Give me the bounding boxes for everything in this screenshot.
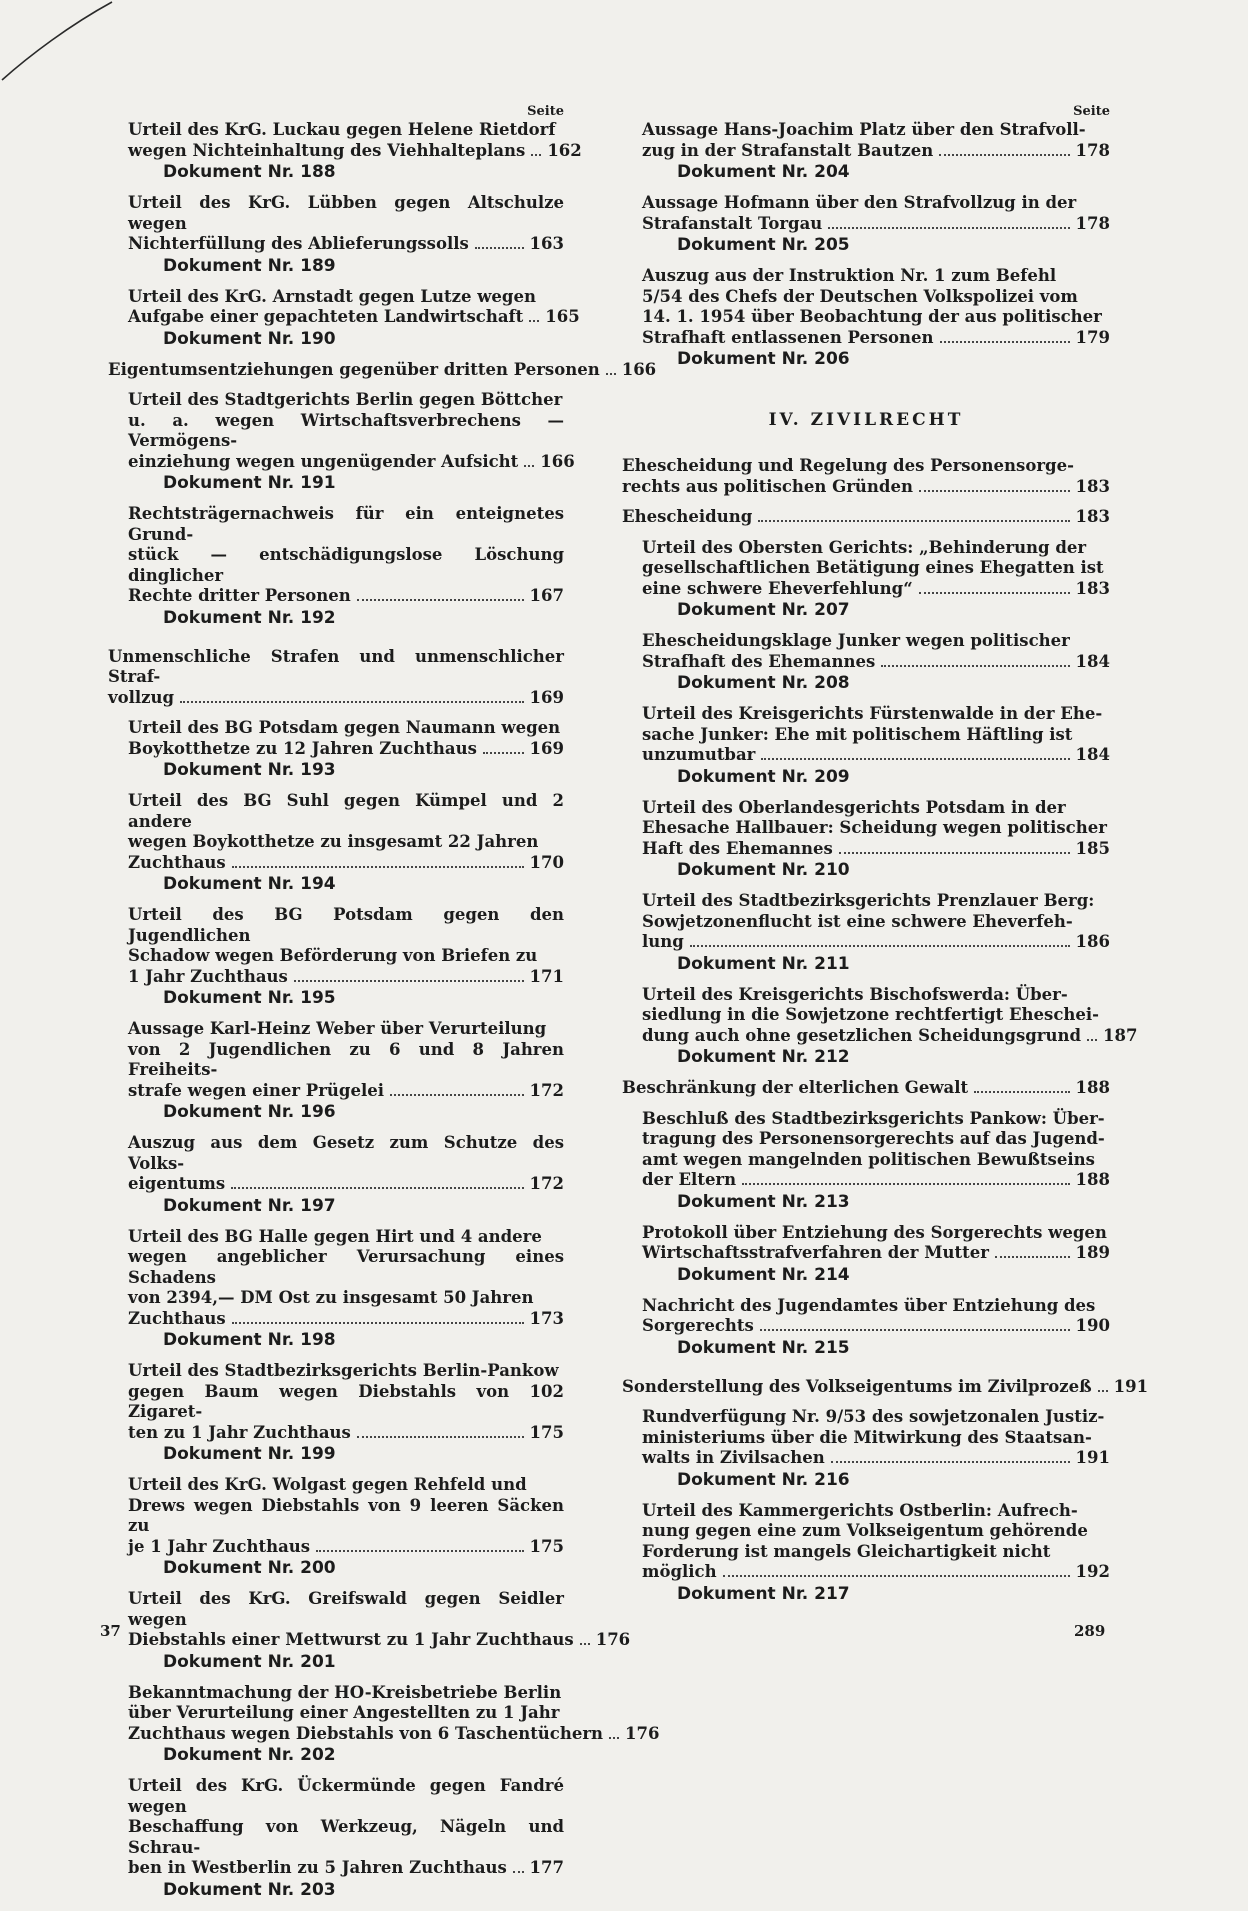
toc-entry-text: Urteil des Kreisgerichts Bischofswerda: Über- [642, 984, 1068, 1004]
document-number: Dokument Nr. 194 [163, 874, 336, 894]
document-number: Dokument Nr. 207 [677, 600, 850, 620]
toc-entry-text: Urteil des KrG. Greifswald gegen Seidler wegen [128, 1589, 564, 1629]
toc-entry-text: einziehung wegen ungenügender Aufsicht [128, 451, 519, 471]
toc-entry-text: dung auch ohne gesetzlichen Scheidungsgrund [642, 1025, 1081, 1045]
toc-entry [128, 504, 564, 607]
page-number: 191 [1113, 1376, 1149, 1396]
toc-entry-text: Urteil des Stadtbezirksgerichts Berlin-Pankow [128, 1361, 559, 1380]
dot-leader [758, 520, 1069, 522]
dot-leader [690, 945, 1070, 947]
toc-entry [642, 984, 1138, 1047]
toc-entry-text: Aussage Hans-Joachim Platz über den Strafvoll- [642, 120, 1086, 139]
toc-entry [128, 1776, 564, 1879]
toc-entry-text: vollzug [108, 687, 175, 707]
toc-section-entry [622, 507, 1110, 528]
left-column [108, 103, 660, 1911]
page-number: 169 [529, 738, 564, 758]
toc-entry-text: gesellschaftlichen Betätigung eines Ehegatten ist [642, 558, 1104, 577]
toc-entry [128, 120, 582, 161]
toc-entry-text: Nachricht des Jugendamtes über Entziehung des [642, 1295, 1096, 1315]
folio-number-right: 289 [1074, 1622, 1106, 1640]
toc-entry-text: Diebstahls einer Mettwurst zu 1 Jahr Zuchthaus [128, 1630, 574, 1649]
document-number: Dokument Nr. 198 [163, 1330, 336, 1350]
dot-leader [940, 341, 1070, 343]
toc-entry [128, 1361, 564, 1443]
toc-entry [642, 891, 1110, 953]
dot-leader [180, 701, 524, 703]
page-number: 178 [1075, 140, 1110, 160]
toc-entry [128, 1227, 564, 1330]
toc-entry-text: wegen angeblicher Verursachung eines Schadens [128, 1247, 564, 1287]
toc-section-entry [108, 647, 564, 709]
dot-leader [761, 758, 1069, 760]
toc-entry-text: Urteil des BG Potsdam gegen den Jugendlichen [128, 905, 564, 945]
document-number: Dokument Nr. 202 [163, 1745, 336, 1765]
document-number: Dokument Nr. 208 [677, 673, 850, 693]
toc-section-entry [108, 359, 657, 381]
dot-leader [316, 1550, 523, 1552]
dot-leader [723, 1575, 1070, 1577]
document-number: Dokument Nr. 213 [677, 1191, 850, 1212]
toc-entry-text: über Verurteilung einer Angestellten zu 1 Jahr [128, 1703, 560, 1722]
document-number: Dokument Nr. 193 [163, 760, 336, 780]
toc-entry [642, 704, 1110, 766]
toc-entry-text: ben in Westberlin zu 5 Jahren Zuchthaus [128, 1858, 507, 1877]
toc-entry-text: Aussage Karl-Heinz Weber über Verurteilung [128, 1019, 547, 1038]
document-number: Dokument Nr. 192 [163, 607, 336, 628]
dot-leader [831, 1461, 1070, 1463]
toc-entry [642, 538, 1110, 600]
toc-entry-text: Protokoll über Entziehung des Sorgerechts wegen [642, 1222, 1107, 1242]
toc-entry-text: Urteil des Kammergerichts Ostberlin: Aufrech- [642, 1500, 1078, 1520]
toc-entry-text: 1 Jahr Zuchthaus [128, 966, 288, 986]
document-number: Dokument Nr. 211 [677, 953, 850, 974]
toc-entry-text: Urteil des KrG. Lübben gegen Altschulze wegen [128, 193, 564, 233]
toc-entry-text: Unmenschliche Strafen und unmenschlicher Straf- [108, 646, 564, 686]
toc-entry-text: Schadow wegen Beförderung von Briefen zu [128, 946, 538, 965]
dot-leader [231, 1187, 523, 1189]
page-number: 189 [1075, 1243, 1110, 1262]
dot-leader [232, 1322, 524, 1324]
dot-leader [1087, 1039, 1097, 1041]
toc-entry-text: gegen Baum wegen Diebstahls von 102 Zigaret- [128, 1381, 564, 1421]
page-number: 162 [547, 140, 582, 160]
dot-leader [294, 980, 524, 982]
toc-entry [128, 1133, 564, 1195]
toc-entry-text: Auszug aus dem Gesetz zum Schutze des Volks- [128, 1133, 564, 1173]
document-number: Dokument Nr. 201 [163, 1651, 336, 1672]
toc-entry-text: stück — entschädigungslose Löschung dinglicher [128, 545, 564, 585]
toc-entry [128, 718, 564, 759]
document-number: Dokument Nr. 205 [677, 235, 850, 255]
toc-entry-text: Urteil des Stadtgerichts Berlin gegen Böttcher [128, 390, 563, 409]
page-number: 190 [1075, 1316, 1110, 1335]
toc-entry-text: Ehescheidung [622, 507, 753, 526]
toc-entry-text: Rundverfügung Nr. 9/53 des sowjetzonalen Justiz- [642, 1407, 1105, 1426]
toc-entry-text: Sonderstellung des Volkseigentums im Zivilprozeß [622, 1376, 1092, 1396]
toc-entry-text: Nichterfüllung des Ablieferungssolls [128, 234, 469, 253]
document-number: Dokument Nr. 204 [677, 162, 850, 182]
dot-leader [760, 1329, 1070, 1331]
page-number: 188 [1075, 1078, 1110, 1097]
dot-leader [524, 465, 534, 467]
toc-entry-text: Urteil des KrG. Ückermünde gegen Fandré wegen [128, 1776, 564, 1816]
toc-entry-text: Rechtsträgernachweis für ein enteignetes Grund- [128, 504, 564, 544]
toc-entry-text: Beschränkung der elterlichen Gewalt [622, 1078, 969, 1097]
page-number: 163 [529, 234, 564, 253]
toc-section-entry [622, 1078, 1110, 1099]
toc-entry-text: Eigentumsentziehungen gegenüber dritten Personen [108, 359, 600, 379]
toc-entry [642, 193, 1110, 234]
pen-stroke-mark [0, 0, 120, 110]
toc-entry-text: strafe wegen einer Prügelei [128, 1080, 384, 1100]
toc-entry [128, 390, 575, 472]
toc-entry-text: walts in Zivilsachen [642, 1448, 825, 1467]
toc-entry-text: Strafhaft entlassenen Personen [642, 327, 934, 347]
toc-entry-text: Zuchthaus wegen Diebstahls von 6 Taschentüchern [128, 1723, 604, 1743]
left-entries [108, 120, 660, 1901]
toc-entry-text: wegen Boykotthetze zu insgesamt 22 Jahren [128, 832, 539, 851]
toc-entry [642, 798, 1110, 860]
right-entries-bottom [622, 456, 1149, 1605]
toc-entry [128, 1475, 564, 1557]
document-number: Dokument Nr. 212 [677, 1047, 850, 1067]
page-number: 184 [1075, 651, 1110, 671]
toc-entry-text: Urteil des Kreisgerichts Fürstenwalde in der Ehe- [642, 704, 1103, 723]
toc-entry-text: Sowjetzonenflucht ist eine schwere Eheverfeh- [642, 911, 1073, 931]
toc-entry-text: eigentums [128, 1174, 226, 1193]
toc-entry [642, 1296, 1110, 1337]
toc-entry-text: Forderung ist mangels Gleichartigkeit nicht [642, 1541, 1051, 1561]
dot-leader [483, 752, 524, 754]
document-number: Dokument Nr. 203 [163, 1879, 336, 1900]
document-number: Dokument Nr. 191 [163, 473, 336, 493]
toc-entry-text: Urteil des BG Potsdam gegen Naumann wegen [128, 718, 561, 737]
toc-entry-text: Zuchthaus [128, 1308, 226, 1328]
toc-entry-text: sache Junker: Ehe mit politischem Häftling ist [642, 724, 1073, 744]
page-number: 171 [529, 966, 564, 986]
toc-entry [642, 120, 1110, 161]
page-number: 172 [529, 1174, 564, 1193]
toc-entry-text: wegen Nichteinhaltung des Viehhalteplans [128, 140, 526, 160]
section-heading-zivilrecht: IV. ZIVILRECHT [768, 410, 964, 430]
toc-entry-text: Urteil des Stadtbezirksgerichts Prenzlauer Berg: [642, 891, 1095, 910]
toc-entry [642, 266, 1110, 348]
toc-entry-text: Urteil des KrG. Luckau gegen Helene Rietdorf [128, 120, 556, 139]
dot-leader [606, 373, 616, 375]
dot-leader [939, 154, 1069, 156]
toc-entry-text: möglich [642, 1562, 717, 1581]
dot-leader [609, 1737, 619, 1739]
toc-entry-text: Urteil des KrG. Wolgast gegen Rehfeld und [128, 1475, 527, 1494]
document-number: Dokument Nr. 200 [163, 1558, 336, 1578]
toc-entry-text: Auszug aus der Instruktion Nr. 1 zum Befehl [642, 266, 1057, 285]
toc-entry-text: Haft des Ehemannes [642, 838, 833, 858]
toc-section-entry [622, 456, 1110, 497]
right-entries-top [622, 120, 1110, 370]
toc-entry [642, 1223, 1110, 1264]
page-number: 166 [621, 359, 657, 379]
toc-entry-text: Beschluß des Stadtbezirksgerichts Pankow: Über- [642, 1108, 1105, 1128]
toc-entry-text: der Eltern [642, 1170, 737, 1189]
toc-entry [128, 1682, 660, 1745]
page-number: 176 [625, 1723, 660, 1743]
dot-leader [919, 490, 1070, 492]
page-number: 178 [1075, 213, 1110, 233]
toc-entry-text: zug in der Strafanstalt Bautzen [642, 140, 934, 160]
page-number: 185 [1075, 838, 1110, 858]
toc-entry-text: ten zu 1 Jahr Zuchthaus [128, 1422, 351, 1442]
page-number: 184 [1075, 745, 1110, 764]
page-number: 183 [1075, 507, 1110, 526]
seite-label-right: Seite [1073, 104, 1110, 119]
toc-entry-text: Urteil des KrG. Arnstadt gegen Lutze wegen [128, 286, 536, 306]
dot-leader [531, 154, 541, 156]
toc-entry-text: unzumutbar [642, 745, 756, 764]
dot-leader [580, 1643, 590, 1645]
dot-leader [919, 592, 1070, 594]
toc-entry [642, 1407, 1110, 1469]
toc-entry [642, 1109, 1110, 1191]
toc-entry-text: Aufgabe einer gepachteten Landwirtschaft [128, 307, 524, 326]
document-number: Dokument Nr. 215 [677, 1337, 850, 1358]
toc-entry-text: Bekanntmachung der HO-Kreisbetriebe Berlin [128, 1682, 562, 1702]
page-number: 172 [529, 1080, 564, 1100]
page-number: 169 [529, 687, 564, 707]
toc-entry-text: Urteil des BG Suhl gegen Kümpel und 2 andere [128, 791, 564, 831]
toc-entry-text: von 2394,— DM Ost zu insgesamt 50 Jahren [128, 1288, 534, 1307]
dot-leader [839, 852, 1070, 854]
toc-entry-text: u. a. wegen Wirtschaftsverbrechens — Vermögens- [128, 410, 564, 450]
page-number: 175 [529, 1536, 564, 1556]
dot-leader [974, 1091, 1069, 1093]
toc-entry-text: Zuchthaus [128, 852, 226, 872]
page-number: 188 [1075, 1170, 1110, 1189]
dot-leader [232, 866, 524, 868]
dot-leader [513, 1871, 524, 1873]
page-number: 175 [529, 1422, 564, 1442]
folio-number-left: 37 [100, 1622, 121, 1640]
document-number: Dokument Nr. 197 [163, 1195, 336, 1216]
page-number: 173 [529, 1308, 564, 1328]
toc-entry-text: Aussage Hofmann über den Strafvollzug in der [642, 193, 1077, 212]
page-number: 170 [529, 852, 564, 872]
toc-entry-text: Ehesache Hallbauer: Scheidung wegen politischer [642, 818, 1107, 837]
toc-entry-text: von 2 Jugendlichen zu 6 und 8 Jahren Freiheits- [128, 1039, 564, 1079]
toc-entry-text: lung [642, 932, 684, 951]
toc-entry-text: Beschaffung von Werkzeug, Nägeln und Schrau- [128, 1817, 564, 1857]
document-number: Dokument Nr. 199 [163, 1444, 336, 1464]
dot-leader [742, 1183, 1069, 1185]
toc-entry-text: 5/54 des Chefs der Deutschen Volkspolizei vom [642, 286, 1078, 306]
page-number: 176 [595, 1630, 631, 1649]
toc-entry-text: Urteil des BG Halle gegen Hirt und 4 andere [128, 1226, 542, 1246]
document-number: Dokument Nr. 216 [677, 1469, 850, 1490]
toc-entry [128, 286, 580, 328]
toc-entry-text: Strafhaft des Ehemannes [642, 651, 876, 671]
page-number: 167 [529, 586, 564, 605]
toc-entry-text: Sorgerechts [642, 1316, 754, 1335]
page-number: 191 [1075, 1448, 1110, 1467]
toc-entry-text: Drews wegen Diebstahls von 9 leeren Säcken zu [128, 1495, 564, 1535]
document-number: Dokument Nr. 214 [677, 1264, 850, 1285]
toc-entry [128, 1589, 631, 1651]
page-number: 177 [529, 1858, 564, 1877]
toc-entry-text: Ehescheidung und Regelung des Personensorge- [622, 456, 1074, 475]
seite-label-left: Seite [527, 104, 564, 119]
page-number: 183 [1075, 476, 1110, 496]
dot-leader [995, 1256, 1070, 1258]
toc-entry-text: Wirtschaftsstrafverfahren der Mutter [642, 1243, 989, 1262]
page-number: 179 [1075, 327, 1110, 347]
page-number: 186 [1075, 932, 1110, 951]
toc-entry-text: Urteil des Obersten Gerichts: „Behinderung der [642, 537, 1087, 557]
right-column [622, 103, 1149, 1615]
document-number: Dokument Nr. 195 [163, 988, 336, 1008]
dot-leader [529, 320, 539, 322]
toc-entry [128, 791, 564, 873]
page-number: 192 [1075, 1562, 1110, 1581]
document-number: Dokument Nr. 196 [163, 1102, 336, 1122]
toc-entry-text: amt wegen mangelnden politischen Bewußtseins [642, 1149, 1095, 1169]
toc-entry [128, 193, 564, 255]
toc-entry [642, 1501, 1110, 1583]
toc-entry-text: rechts aus politischen Gründen [622, 476, 913, 496]
toc-entry-text: Ehescheidungsklage Junker wegen politischer [642, 631, 1070, 650]
document-number: Dokument Nr. 188 [163, 162, 336, 182]
dot-leader [828, 227, 1069, 229]
toc-entry [642, 631, 1110, 672]
dot-leader [390, 1094, 524, 1096]
toc-entry-text: Boykotthetze zu 12 Jahren Zuchthaus [128, 738, 477, 758]
dot-leader [357, 599, 524, 601]
toc-entry-text: nung gegen eine zum Volkseigentum gehörende [642, 1521, 1088, 1540]
dot-leader [475, 247, 524, 249]
document-number: Dokument Nr. 190 [163, 328, 336, 349]
document-number: Dokument Nr. 189 [163, 255, 336, 276]
page-number: 183 [1075, 578, 1110, 598]
toc-entry [128, 1019, 564, 1101]
toc-entry-text: siedlung in die Sowjetzone rechtfertigt Eheschei- [642, 1005, 1099, 1024]
document-number: Dokument Nr. 206 [677, 349, 850, 369]
document-number: Dokument Nr. 210 [677, 860, 850, 880]
toc-entry-text: Rechte dritter Personen [128, 586, 351, 605]
document-number: Dokument Nr. 217 [677, 1583, 850, 1604]
page-number: 187 [1103, 1025, 1138, 1045]
document-number: Dokument Nr. 209 [677, 766, 850, 787]
page-number: 166 [540, 451, 575, 471]
dot-leader [357, 1436, 524, 1438]
dot-leader [881, 665, 1069, 667]
toc-entry-text: ministeriums über die Mitwirkung des Staatsan- [642, 1427, 1092, 1447]
toc-entry-text: tragung des Personensorgerechts auf das Jugend- [642, 1129, 1105, 1148]
dot-leader [1098, 1390, 1108, 1392]
toc-entry [128, 905, 564, 987]
page-number: 165 [545, 307, 580, 326]
toc-entry-text: je 1 Jahr Zuchthaus [128, 1536, 311, 1556]
toc-section-entry [622, 1376, 1149, 1398]
toc-entry-text: eine schwere Eheverfehlung“ [642, 578, 913, 598]
toc-entry-text: Strafanstalt Torgau [642, 213, 823, 233]
toc-entry-text: 14. 1. 1954 über Beobachtung der aus politischer [642, 307, 1102, 326]
toc-entry-text: Urteil des Oberlandesgerichts Potsdam in der [642, 797, 1066, 817]
